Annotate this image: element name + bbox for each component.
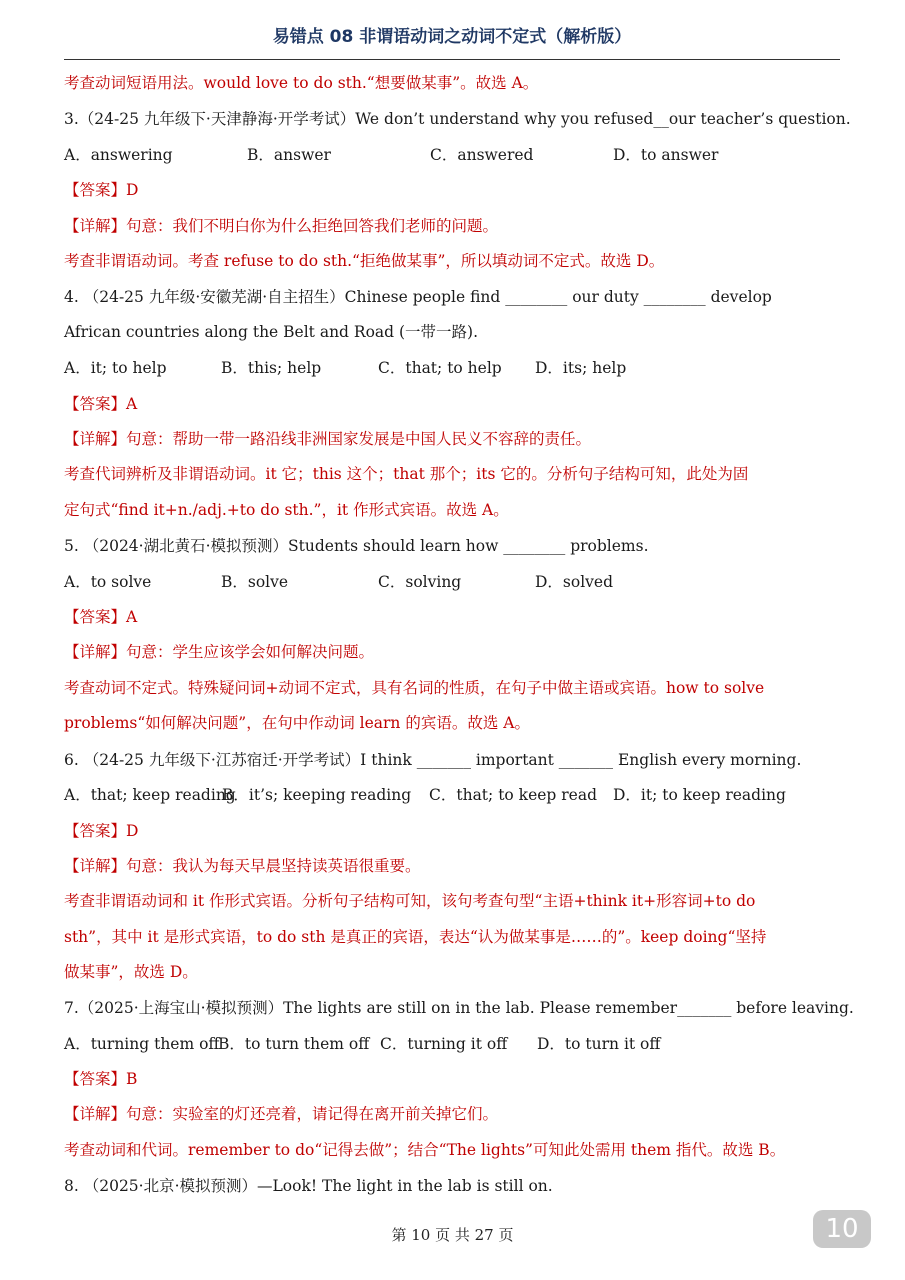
question-5-explanation: 【详解】句意：学生应该学会如何解决问题。 — [64, 643, 375, 661]
option-a: A．answering — [64, 146, 173, 164]
question-4-stem: 4. （24-25 九年级·安徽芜湖·自主招生）Chinese people find ________ our duty ________ develop — [64, 288, 772, 306]
option-a: A．to solve — [64, 573, 152, 591]
page-number-badge: 10 — [813, 1210, 871, 1248]
option-a: A．turning them off — [64, 1035, 220, 1053]
question-7-answer: 【答案】B — [64, 1070, 138, 1088]
question-5-options — [64, 571, 844, 593]
question-6-explanation: 考查非谓语动词和 it 作形式宾语。分析句子结构可知，该句考查句型“主语+think it+形容词+to do — [64, 892, 756, 910]
question-5-explanation: problems“如何解决问题”，在句中作动词 learn 的宾语。故选 A。 — [64, 714, 530, 732]
option-b: B．it’s; keeping reading — [222, 786, 412, 804]
question-7-explanation: 考查动词和代词。remember to do“记得去做”；结合“The lights”可知此处需用 them 指代。故选 B。 — [64, 1141, 786, 1159]
question-6-answer: 【答案】D — [64, 822, 139, 840]
option-d: D．it; to keep reading — [613, 786, 786, 804]
explanation-line: 考查动词短语用法。would love to do sth.“想要做某事”。故选 A。 — [64, 74, 539, 92]
option-c: C．that; to help — [378, 359, 502, 377]
option-b: B．answer — [247, 146, 331, 164]
option-c: C．answered — [430, 146, 534, 164]
question-6-explanation: 【详解】句意：我认为每天早晨坚持读英语很重要。 — [64, 857, 421, 875]
question-4-stem: African countries along the Belt and Road (一带一路). — [64, 323, 479, 341]
option-b: B．to turn them off — [218, 1035, 370, 1053]
question-3-options — [64, 144, 844, 166]
question-6-options — [64, 784, 844, 806]
question-6-explanation: sth”，其中 it 是形式宾语，to do sth 是真正的宾语，表达“认为做某事是……的”。keep doing“坚持 — [64, 928, 767, 946]
question-3-answer: 【答案】D — [64, 181, 139, 199]
question-4-explanation: 【详解】句意：帮助一带一路沿线非洲国家发展是中国人民义不容辞的责任。 — [64, 430, 592, 448]
option-c: C．solving — [378, 573, 462, 591]
question-7-stem: 7.（2025·上海宝山·模拟预测）The lights are still on in the lab. Please remember_______ before leaving. — [64, 999, 854, 1017]
question-3-explanation: 考查非谓语动词。考查 refuse to do sth.“拒绝做某事”，所以填动词不定式。故选 D。 — [64, 252, 665, 270]
question-4-explanation: 考查代词辨析及非谓语动词。it 它；this 这个；that 那个；its 它的。分析句子结构可知，此处为固 — [64, 465, 749, 483]
question-3-explanation: 【详解】句意：我们不明白你为什么拒绝回答我们老师的问题。 — [64, 217, 499, 235]
question-4-explanation: 定句式“find it+n./adj.+to do sth.”，it 作形式宾语。故选 A。 — [64, 501, 509, 519]
question-8-stem: 8. （2025·北京·模拟预测）—Look! The light in the lab is still on. — [64, 1177, 553, 1195]
option-d: D．to answer — [613, 146, 719, 164]
question-6-stem: 6. （24-25 九年级下·江苏宿迁·开学考试）I think _______ important _______ English every morning. — [64, 751, 802, 769]
question-4-answer: 【答案】A — [64, 395, 138, 413]
option-a: A．that; keep reading — [64, 786, 236, 804]
question-4-options — [64, 357, 844, 379]
question-5-explanation: 考查动词不定式。特殊疑问词+动词不定式，具有名词的性质，在句子中做主语或宾语。how to solve — [64, 679, 765, 697]
option-d: D．its; help — [535, 359, 627, 377]
option-d: D．solved — [535, 573, 614, 591]
option-b: B．solve — [221, 573, 289, 591]
option-a: A．it; to help — [64, 359, 167, 377]
option-b: B．this; help — [221, 359, 322, 377]
option-c: C．that; to keep read — [429, 786, 598, 804]
option-d: D．to turn it off — [537, 1035, 661, 1053]
page-header-title: 易错点 08 非谓语动词之动词不定式（解析版） — [272, 27, 632, 47]
question-5-stem: 5. （2024·湖北黄石·模拟预测）Students should learn how ________ problems. — [64, 537, 649, 555]
question-7-options — [64, 1033, 844, 1055]
question-6-explanation: 做某事”，故选 D。 — [64, 963, 198, 981]
question-3-stem: 3.（24-25 九年级下·天津静海·开学考试）We don’t understand why you refused__our teacher’s question. — [64, 110, 851, 128]
option-c: C．turning it off — [380, 1035, 508, 1053]
header-divider — [64, 59, 840, 60]
question-5-answer: 【答案】A — [64, 608, 138, 626]
question-7-explanation: 【详解】句意：实验室的灯还亮着，请记得在离开前关掉它们。 — [64, 1105, 499, 1123]
page-footer: 第 10 页 共 27 页 — [391, 1226, 514, 1244]
